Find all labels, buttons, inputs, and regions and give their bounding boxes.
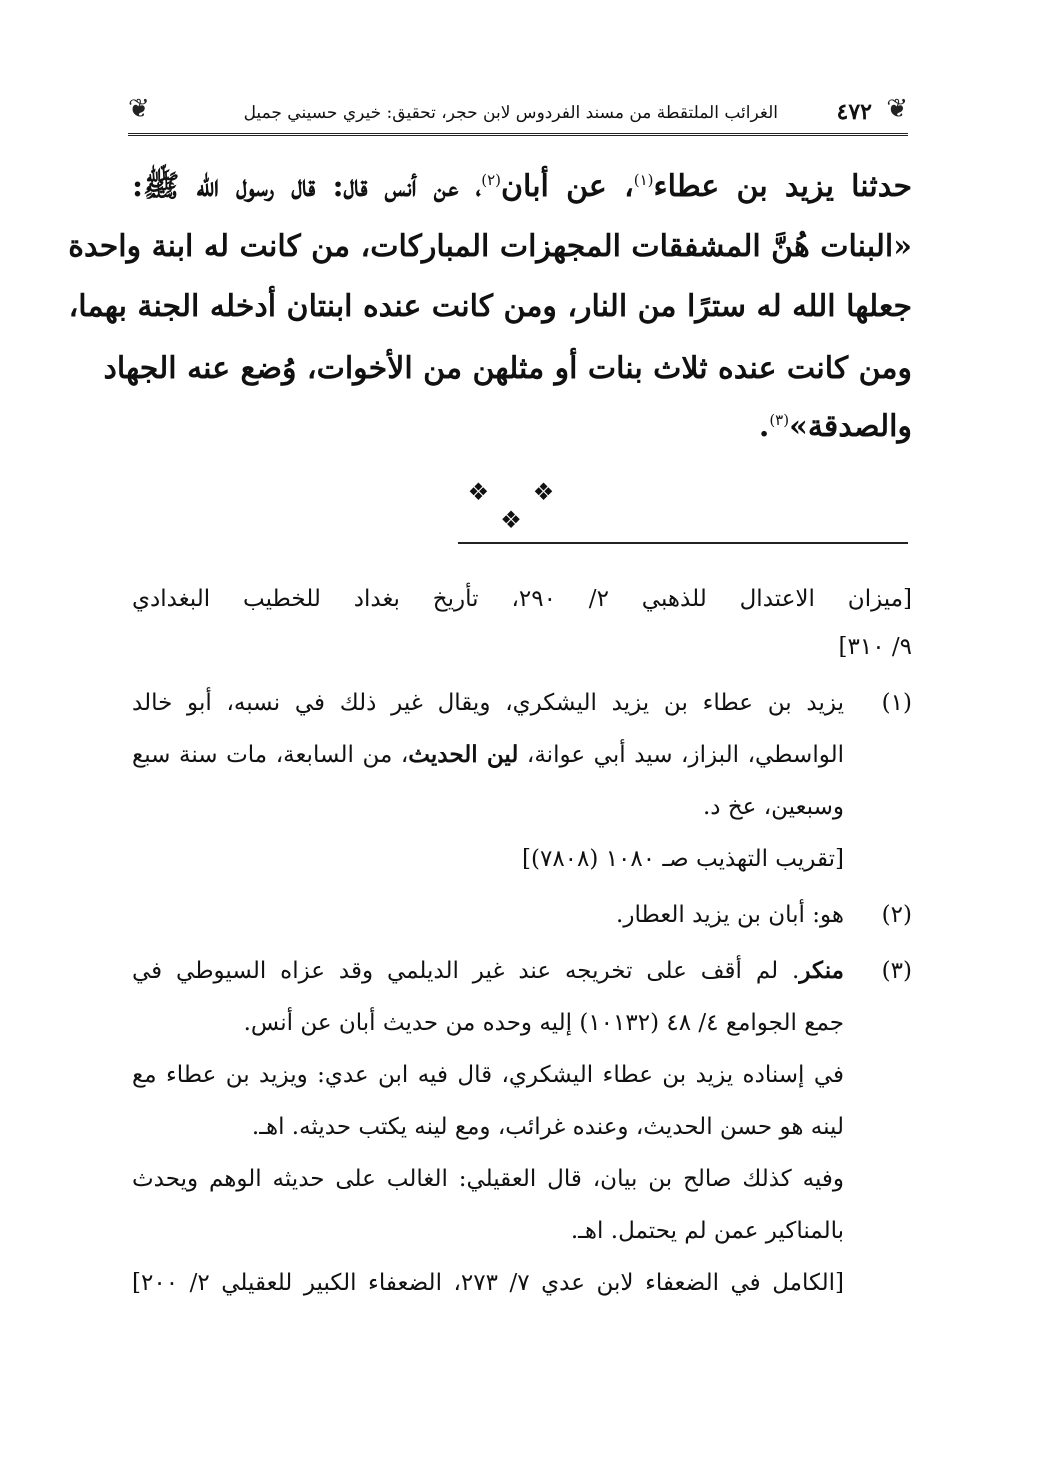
footnote-3-line-5: وفيه كذلك صالح بن بيان، قال العقيلي: الغالب على حديثه الوهم ويحدث (132, 1166, 844, 1192)
main-text-line-5: والصدقة»$^{(٣)}$. (758, 409, 912, 444)
footnote-3-line-6: بالمناكير عمن لم يحتمل. اهـ. (570, 1218, 844, 1244)
footnote-1-line-4: [تقريب التهذيب صـ ١٠٨٠ (٧٨٠٨)] (522, 846, 844, 872)
main-text-line-3: جعلها الله له سترًا من النار، ومن كانت عنده ابنتان أدخله الجنة بهما، (68, 289, 912, 324)
footnote-1-line-1: يزيد بن عطاء بن يزيد اليشكري، ويقال غير ذلك في نسبه، أبو خالد (132, 690, 844, 716)
footnote-ref-3[interactable]: (٣) (769, 411, 790, 429)
footnote-1-number: (١) (881, 690, 912, 716)
page-number: ٤٧٢ (836, 99, 872, 125)
grading-term: منكر (799, 957, 844, 984)
footnote-1-line-2: الواسطي، البزاز، سيد أبي عوانة، لين الحديث، من السابعة، مات سنة سبع (132, 741, 844, 768)
ornament-left-icon: ❦ (128, 94, 150, 124)
main-text-line-2: «البنات هُنَّ المشفقات المجهزات المباركات، من كانت له ابنة واحدة (68, 229, 912, 264)
footnote-ref-1[interactable]: (١) (633, 171, 654, 189)
footnote-3-line-7: [الكامل في الضعفاء لابن عدي ٧/ ٢٧٣، الضعفاء الكبير للعقيلي ٢/ ٢٠٠] (132, 1270, 845, 1296)
footnote-2-line-1: هو: أبان بن يزيد العطار. (616, 902, 844, 928)
main-text-line-4: ومن كانت عنده ثلاث بنات أو مثلهن من الأخوات، وُضع عنه الجهاد (103, 351, 912, 386)
footnote-carryover-line-2: ٩/ ٣١٠] (838, 634, 912, 660)
footnote-3-line-2: جمع الجوامع ٤/ ٤٨ (١٠١٣٢) إليه وحده من حديث أبان عن أنس. (243, 1010, 844, 1036)
footnote-3-line-1: منكر. لم أقف على تخريجه عند غير الديلمي وقد عزاه السيوطي في (132, 957, 844, 984)
footnote-2-number: (٢) (881, 902, 912, 928)
running-title: الغرائب الملتقطة من مسند الفردوس لابن حجر، تحقيق: خيري حسيني جميل (243, 103, 778, 123)
grading-term: لين الحديث (408, 741, 519, 768)
footnote-3-number: (٣) (881, 958, 912, 984)
footnote-3-line-3: في إسناده يزيد بن عطاء اليشكري، قال فيه ابن عدي: ويزيد بن عطاء مع (132, 1062, 844, 1088)
footnote-ref-2[interactable]: (٢) (481, 171, 502, 189)
main-text-line-1: حدثنا يزيد بن عطاء$^{(١)}$، عن أبان$^{(٢)}$، عن أنس قال: قال رسول الله ﷺ: (132, 169, 912, 204)
section-separator-icon: ❖ ❖ ❖ (467, 478, 573, 534)
footnote-3-line-4: لينه هو حسن الحديث، وعنده غرائب، ومع لينه يكتب حديثه. اهـ. (251, 1114, 844, 1140)
footnote-rule (458, 542, 908, 544)
footnote-carryover-line-1: [ميزان الاعتدال للذهبي ٢/ ٢٩٠، تأريخ بغداد للخطيب البغدادي (132, 586, 913, 612)
footnote-1-line-3: وسبعين، عخ د. (702, 794, 844, 820)
page-header (128, 88, 908, 136)
ornament-right-icon: ❦ (886, 94, 908, 124)
